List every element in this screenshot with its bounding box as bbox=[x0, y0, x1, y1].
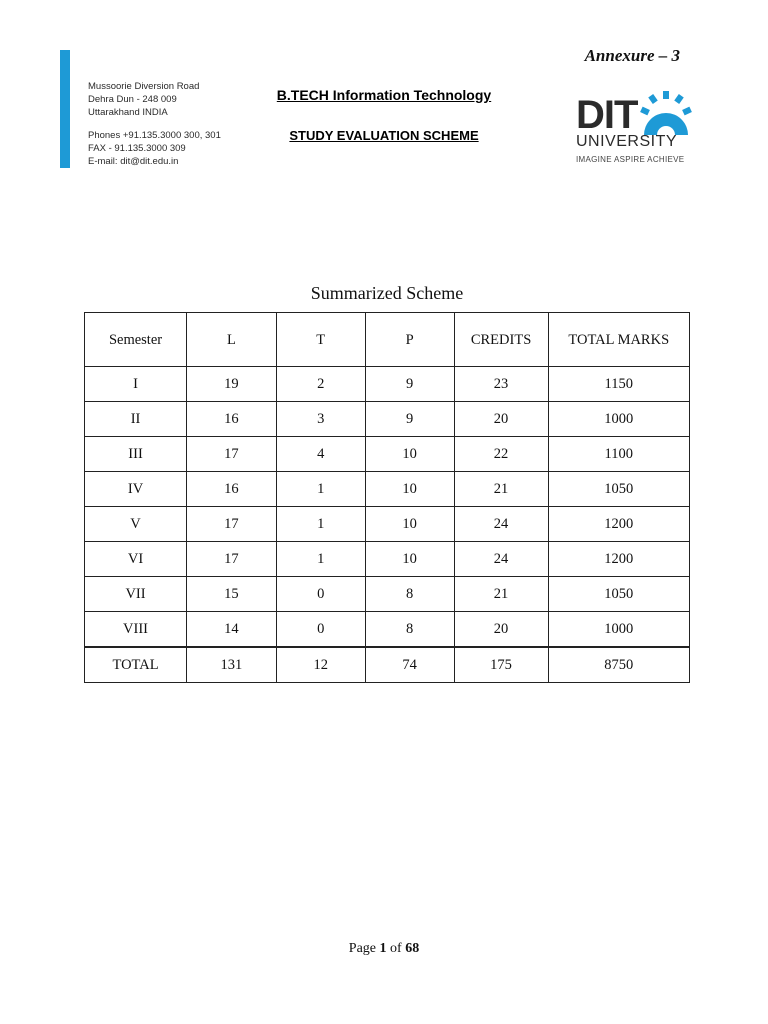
table-cell: 17 bbox=[187, 507, 277, 542]
table-cell: 131 bbox=[187, 647, 277, 683]
table-cell: IV bbox=[85, 472, 187, 507]
table-cell: 4 bbox=[276, 437, 365, 472]
table-cell: 17 bbox=[187, 542, 277, 577]
table-row bbox=[85, 542, 690, 577]
table-row bbox=[85, 402, 690, 437]
table-cell: 16 bbox=[187, 402, 277, 437]
header-accent-bar bbox=[60, 50, 70, 168]
table-cell: V bbox=[85, 507, 187, 542]
page-number: 1 bbox=[379, 941, 387, 956]
table-cell: 1150 bbox=[548, 367, 689, 402]
table-cell: 24 bbox=[454, 507, 548, 542]
column-header: Semester bbox=[85, 313, 187, 367]
scheme-title: STUDY EVALUATION SCHEME bbox=[289, 128, 479, 143]
table-cell: VII bbox=[85, 577, 187, 612]
table-cell: 22 bbox=[454, 437, 548, 472]
table-cell: III bbox=[85, 437, 187, 472]
table-cell: 2 bbox=[276, 367, 365, 402]
table-cell: 1000 bbox=[548, 402, 689, 437]
address-line: Uttarakhand INDIA bbox=[88, 107, 168, 118]
total-pages: 68 bbox=[405, 941, 420, 956]
table-cell: 1000 bbox=[548, 612, 689, 648]
table-cell: 74 bbox=[365, 647, 454, 683]
table-cell: 19 bbox=[187, 367, 277, 402]
table-cell: 12 bbox=[276, 647, 365, 683]
table-cell: TOTAL bbox=[85, 647, 187, 683]
table-cell: 3 bbox=[276, 402, 365, 437]
table-row bbox=[85, 612, 690, 648]
table-cell: 20 bbox=[454, 612, 548, 648]
table-cell: 20 bbox=[454, 402, 548, 437]
table-cell: 1100 bbox=[548, 437, 689, 472]
table-cell: 1050 bbox=[548, 577, 689, 612]
table-total-row bbox=[85, 647, 690, 683]
column-header: CREDITS bbox=[454, 313, 548, 367]
table-cell: 21 bbox=[454, 472, 548, 507]
table-cell: 16 bbox=[187, 472, 277, 507]
page-footer bbox=[0, 941, 768, 957]
table-cell: 1050 bbox=[548, 472, 689, 507]
table-cell: 1 bbox=[276, 542, 365, 577]
contact-line: E-mail: dit@dit.edu.in bbox=[88, 156, 179, 167]
table-cell: 23 bbox=[454, 367, 548, 402]
table-cell: II bbox=[85, 402, 187, 437]
table-row bbox=[85, 367, 690, 402]
column-header: T bbox=[276, 313, 365, 367]
of-label: of bbox=[390, 941, 402, 956]
table-cell: 10 bbox=[365, 437, 454, 472]
gear-icon bbox=[640, 91, 692, 135]
column-header: P bbox=[365, 313, 454, 367]
table-row bbox=[85, 437, 690, 472]
table-row bbox=[85, 472, 690, 507]
table-cell: 9 bbox=[365, 367, 454, 402]
contact-line: Phones +91.135.3000 300, 301 bbox=[88, 130, 221, 141]
table-caption: Summarized Scheme bbox=[310, 283, 464, 303]
column-header: TOTAL MARKS bbox=[548, 313, 689, 367]
table-cell: VIII bbox=[85, 612, 187, 648]
logo-brand: DIT bbox=[576, 93, 638, 137]
logo-tagline: IMAGINE ASPIRE ACHIEVE bbox=[576, 155, 685, 164]
table-cell: 1 bbox=[276, 472, 365, 507]
table-cell: 21 bbox=[454, 577, 548, 612]
table-cell: 175 bbox=[454, 647, 548, 683]
table-cell: 10 bbox=[365, 542, 454, 577]
logo-university: UNIVERSITY bbox=[576, 133, 678, 150]
table-cell: 10 bbox=[365, 507, 454, 542]
table-cell: 15 bbox=[187, 577, 277, 612]
table-cell: 24 bbox=[454, 542, 548, 577]
annexure-label: Annexure – 3 bbox=[584, 46, 680, 65]
table-cell: 0 bbox=[276, 577, 365, 612]
table-cell: 8750 bbox=[548, 647, 689, 683]
address-block bbox=[88, 80, 248, 168]
table-cell: VI bbox=[85, 542, 187, 577]
table-cell: 8 bbox=[365, 577, 454, 612]
program-title: B.TECH Information Technology bbox=[276, 87, 492, 103]
address-line: Dehra Dun - 248 009 bbox=[88, 94, 177, 105]
table-cell: 10 bbox=[365, 472, 454, 507]
table-cell: I bbox=[85, 367, 187, 402]
page-label: Page bbox=[348, 941, 377, 956]
table-row bbox=[85, 507, 690, 542]
table-cell: 1 bbox=[276, 507, 365, 542]
table-cell: 1200 bbox=[548, 507, 689, 542]
address-line: Mussoorie Diversion Road bbox=[88, 81, 200, 92]
table-cell: 0 bbox=[276, 612, 365, 648]
university-logo bbox=[574, 93, 692, 173]
table-cell: 17 bbox=[187, 437, 277, 472]
column-header: L bbox=[187, 313, 277, 367]
table-cell: 1200 bbox=[548, 542, 689, 577]
table-cell: 8 bbox=[365, 612, 454, 648]
summarized-scheme-table bbox=[84, 312, 690, 683]
table-row bbox=[85, 577, 690, 612]
table-cell: 14 bbox=[187, 612, 277, 648]
table-header-row bbox=[85, 313, 690, 367]
table-cell: 9 bbox=[365, 402, 454, 437]
contact-line: FAX - 91.135.3000 309 bbox=[88, 143, 186, 154]
